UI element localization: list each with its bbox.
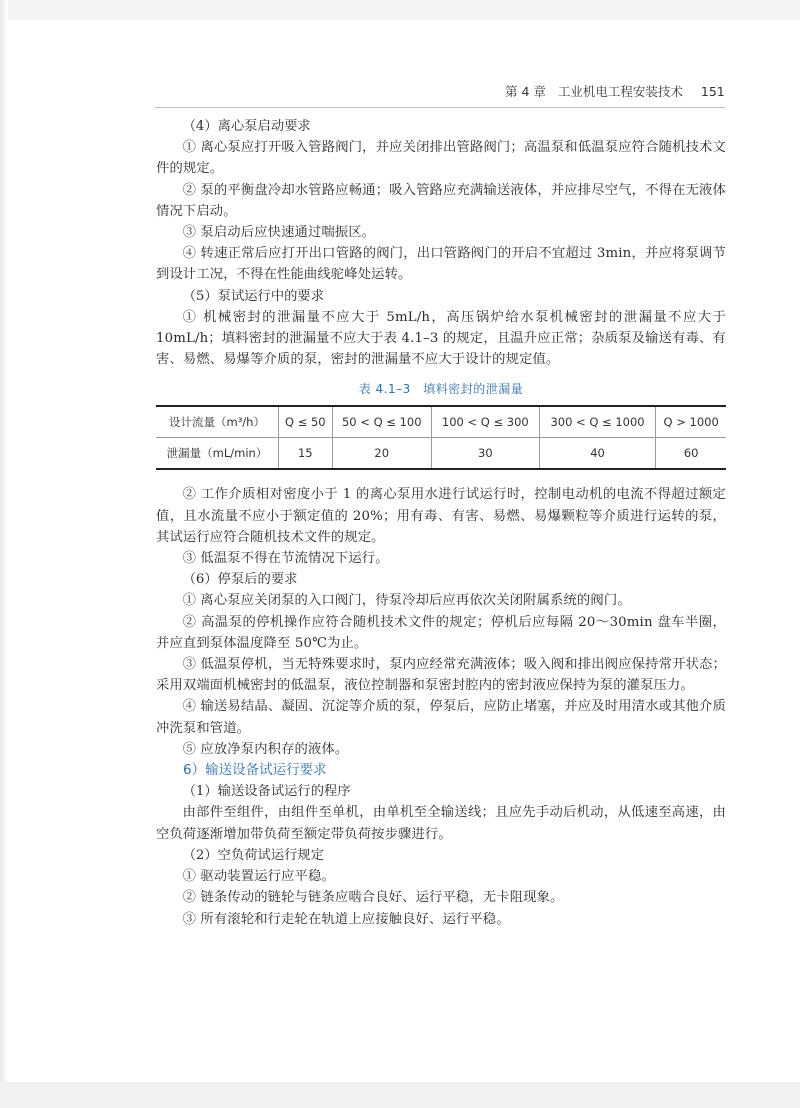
leakage-table <box>156 405 726 470</box>
table-caption: 表 4.1–3 填料密封的泄漏量 <box>358 382 524 397</box>
pump-stop-item-4: ④ 输送易结晶、凝固、沉淀等介质的泵，停泵后，应防止堵塞，并应及时用清水或其他介质冲洗泵和管道。 <box>156 699 726 736</box>
conveyor-procedure-heading: （1）输送设备试运行的程序 <box>182 784 351 800</box>
conveyor-noload-heading: （2）空负荷试运行规定 <box>182 847 325 863</box>
pump-start-item-4: ④ 转速正常后应打开出口管路的阀门，出口管路阀门的开启不宜超过 3min，并应将泵调节到设计工况，不得在性能曲线驼峰处运转。 <box>156 246 726 283</box>
pump-stop-item-3: ③ 低温泵停机，当无特殊要求时，泵内应经常充满液体；吸入阀和排出阀应保持常开状态；采用双端面机械密封的低温泵，液位控制器和泵密封腔内的密封液应保持为泵的灌泵压力。 <box>156 657 726 694</box>
pump-stop-heading: （6）停泵后的要求 <box>182 572 298 588</box>
conveyor-noload-item-1: ① 驱动装置运行应平稳。 <box>182 869 335 885</box>
flow-range-cell: Q ≤ 50 <box>279 406 333 438</box>
scan-bottom-margin <box>0 1082 800 1108</box>
flow-range-cell: 100 < Q ≤ 300 <box>431 406 539 438</box>
table-row <box>156 438 726 470</box>
pump-start-item-2: ② 泵的平衡盘冷却水管路应畅通；吸入管路应充满输送液体，并应排尽空气，不得在无液体情况下启动。 <box>156 182 726 219</box>
pump-stop-item-5: ⑤ 应放净泵内积存的液体。 <box>182 741 349 757</box>
pump-start-heading: （4）离心泵启动要求 <box>182 119 311 134</box>
flow-range-cell: 300 < Q ≤ 1000 <box>539 406 655 438</box>
running-header <box>505 82 723 102</box>
flow-range-cell: 50 < Q ≤ 100 <box>332 406 431 438</box>
page-body <box>156 116 726 930</box>
page-number: 151 <box>700 84 725 99</box>
chapter-title: 工业机电工程安装技术 <box>557 84 683 99</box>
pump-stop-item-1: ① 离心泵应关闭泵的入口阀门，待泵冷却后应再依次关闭附属系统的阀门。 <box>182 593 631 609</box>
header-rule <box>155 107 725 108</box>
table-row <box>156 406 726 438</box>
leakage-cell: 30 <box>431 438 539 470</box>
pump-run-item-1: ① 机械密封的泄漏量不应大于 5mL/h，高压锅炉给水泵机械密封的泄漏量不应大于 10mL/h；填料密封的泄漏量不应大于表 4.1–3 的规定，且温升应正常；杂质泵及输送有毒、有害、易燃、易爆等介质的泵，密封的泄漏量不应大于设计的规定值。 <box>156 309 726 368</box>
chapter-number: 第 4 章 <box>505 84 546 99</box>
scan-top-margin <box>0 0 800 20</box>
pump-run-item-2: ② 工作介质相对密度小于 1 的离心泵用水进行试运行时，控制电动机的电流不得超过额定值，且水流量不应小于额定值的 20%；用有毒、有害、易燃、易爆颗粒等介质进行运转的泵，其试运行应符合随机技术文件的规定。 <box>156 487 726 545</box>
scan-left-edge <box>0 0 8 1108</box>
leakage-row-label: 泄漏量（mL/min） <box>156 438 279 470</box>
leakage-cell: 20 <box>332 438 431 470</box>
conveyor-noload-item-3: ③ 所有滚轮和行走轮在轨道上应接触良好、运行平稳。 <box>182 911 510 927</box>
conveyor-procedure-text: 由部件至组件，由组件至单机，由单机至全输送线；且应先手动后机动，从低速至高速，由空负荷逐渐增加带负荷至额定带负荷按步骤进行。 <box>156 805 726 842</box>
leakage-cell: 15 <box>279 438 333 470</box>
flow-row-label: 设计流量（m³/h） <box>156 406 279 438</box>
conveyor-noload-item-2: ② 链条传动的链轮与链条应啮合良好、运行平稳，无卡阻现象。 <box>182 890 564 906</box>
pump-run-item-3: ③ 低温泵不得在节流情况下运行。 <box>182 551 389 567</box>
pump-run-heading: （5）泵试运行中的要求 <box>182 288 325 304</box>
pump-stop-item-2: ② 高温泵的停机操作应符合随机技术文件的规定；停机后应每隔 20～30min 盘车半圈，并应直到泵体温度降至 50℃为止。 <box>156 614 726 651</box>
pump-start-item-3: ③ 泵启动后应快速通过喘振区。 <box>182 225 376 241</box>
pump-start-item-1: ① 离心泵应打开吸入管路阀门，并应关闭排出管路阀门；高温泵和低温泵应符合随机技术文件的规定。 <box>156 140 726 177</box>
flow-range-cell: Q > 1000 <box>656 406 726 438</box>
leakage-cell: 40 <box>539 438 655 470</box>
leakage-cell: 60 <box>656 438 726 470</box>
conveyor-section-title: 6）输送设备试运行要求 <box>183 762 327 779</box>
